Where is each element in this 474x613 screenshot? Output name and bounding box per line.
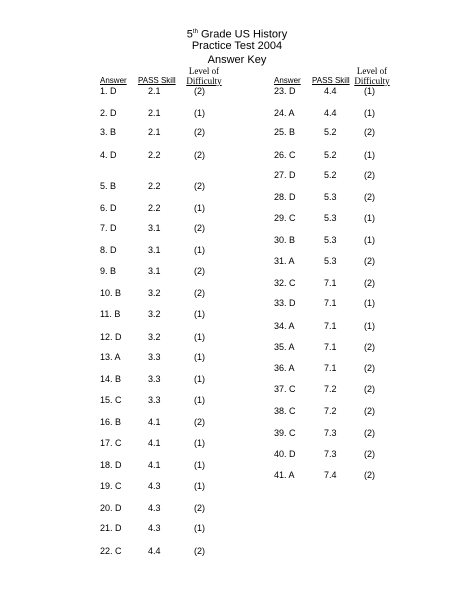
level-cell: (1) bbox=[364, 235, 375, 245]
skill-cell: 3.2 bbox=[148, 309, 161, 319]
skill-cell: 4.1 bbox=[148, 460, 161, 470]
answer-cell: 10. B bbox=[100, 288, 122, 298]
grade-number: 5 bbox=[186, 28, 193, 41]
subtitle: Practice Test 2004 bbox=[191, 40, 283, 52]
answer-cell: 8. D bbox=[100, 245, 117, 255]
skill-cell: 3.1 bbox=[148, 223, 161, 233]
skill-cell: 5.3 bbox=[324, 256, 337, 266]
answer-cell: 34. A bbox=[274, 321, 295, 331]
skill-cell: 4.4 bbox=[148, 546, 161, 556]
left-header-level-line2: Difficulty bbox=[186, 76, 222, 86]
skill-cell: 7.3 bbox=[324, 449, 337, 459]
left-header-level-line1: Level of bbox=[188, 66, 220, 76]
level-cell: (2) bbox=[194, 223, 205, 233]
answer-cell: 13. A bbox=[100, 352, 121, 362]
level-cell: (2) bbox=[194, 86, 205, 96]
answer-cell: 21. D bbox=[100, 523, 122, 533]
level-cell: (2) bbox=[194, 127, 205, 137]
heading-answer-key: Answer Key bbox=[207, 54, 267, 66]
skill-cell: 4.3 bbox=[148, 503, 161, 513]
level-cell: (2) bbox=[194, 417, 205, 427]
answer-cell: 7. D bbox=[100, 223, 117, 233]
title-line1: Grade US History bbox=[201, 28, 288, 41]
skill-cell: 7.1 bbox=[324, 278, 337, 288]
answer-cell: 39. C bbox=[274, 428, 296, 438]
level-cell: (1) bbox=[194, 245, 205, 255]
answer-cell: 23. D bbox=[274, 86, 296, 96]
answer-cell: 3. B bbox=[100, 127, 117, 137]
skill-cell: 3.3 bbox=[148, 374, 161, 384]
skill-cell: 3.1 bbox=[148, 266, 161, 276]
level-cell: (2) bbox=[364, 278, 375, 288]
skill-cell: 3.3 bbox=[148, 352, 161, 362]
skill-cell: 7.1 bbox=[324, 363, 337, 373]
answer-cell: 33. D bbox=[274, 298, 296, 308]
answer-cell: 5. B bbox=[100, 181, 117, 191]
skill-cell: 5.2 bbox=[324, 150, 337, 160]
answer-cell: 19. C bbox=[100, 481, 122, 491]
skill-cell: 3.2 bbox=[148, 332, 161, 342]
answer-cell: 36. A bbox=[274, 363, 295, 373]
answer-cell: 17. C bbox=[100, 438, 122, 448]
skill-cell: 5.2 bbox=[324, 127, 337, 137]
answer-cell: 37. C bbox=[274, 384, 296, 394]
answer-cell: 29. C bbox=[274, 213, 296, 223]
skill-cell: 7.2 bbox=[324, 384, 337, 394]
left-header-pass-skill: PASS Skill bbox=[138, 76, 176, 85]
left-header-level bbox=[186, 66, 222, 86]
answer-cell: 4. D bbox=[100, 150, 117, 160]
skill-cell: 5.2 bbox=[324, 170, 337, 180]
level-cell: (1) bbox=[364, 213, 375, 223]
right-header-level-line1: Level of bbox=[356, 66, 388, 76]
answer-cell: 22. C bbox=[100, 546, 122, 556]
right-header-answer: Answer bbox=[274, 76, 301, 85]
answer-cell: 27. D bbox=[274, 170, 296, 180]
skill-cell: 2.2 bbox=[148, 203, 161, 213]
level-cell: (1) bbox=[194, 395, 205, 405]
answer-cell: 14. B bbox=[100, 374, 122, 384]
level-cell: (2) bbox=[194, 181, 205, 191]
left-header-answer: Answer bbox=[100, 76, 127, 85]
level-cell: (1) bbox=[194, 108, 205, 118]
right-header-pass-skill: PASS Skill bbox=[312, 76, 350, 85]
skill-cell: 5.3 bbox=[324, 192, 337, 202]
answer-cell: 41. A bbox=[274, 470, 295, 480]
skill-cell: 7.1 bbox=[324, 321, 337, 331]
answer-cell: 40. D bbox=[274, 449, 296, 459]
skill-cell: 7.4 bbox=[324, 470, 337, 480]
level-cell: (1) bbox=[364, 86, 375, 96]
level-cell: (2) bbox=[364, 470, 375, 480]
skill-cell: 3.1 bbox=[148, 245, 161, 255]
level-cell: (1) bbox=[364, 298, 375, 308]
skill-cell: 5.3 bbox=[324, 213, 337, 223]
skill-cell: 4.3 bbox=[148, 523, 161, 533]
level-cell: (1) bbox=[194, 352, 205, 362]
level-cell: (1) bbox=[364, 108, 375, 118]
level-cell: (2) bbox=[194, 266, 205, 276]
answer-cell: 28. D bbox=[274, 192, 296, 202]
level-cell: (2) bbox=[364, 342, 375, 352]
skill-cell: 4.1 bbox=[148, 438, 161, 448]
answer-cell: 11. B bbox=[100, 309, 121, 319]
level-cell: (2) bbox=[364, 406, 375, 416]
level-cell: (2) bbox=[364, 384, 375, 394]
skill-cell: 2.1 bbox=[148, 127, 161, 137]
level-cell: (1) bbox=[194, 438, 205, 448]
level-cell: (2) bbox=[194, 288, 205, 298]
answer-cell: 12. D bbox=[100, 332, 122, 342]
skill-cell: 7.3 bbox=[324, 428, 337, 438]
answer-cell: 32. C bbox=[274, 278, 296, 288]
answer-cell: 2. D bbox=[100, 108, 117, 118]
level-cell: (1) bbox=[194, 332, 205, 342]
skill-cell: 7.2 bbox=[324, 406, 337, 416]
answer-cell: 18. D bbox=[100, 460, 122, 470]
skill-cell: 2.2 bbox=[148, 181, 161, 191]
grade-suffix: th bbox=[192, 29, 198, 35]
level-cell: (2) bbox=[364, 449, 375, 459]
level-cell: (2) bbox=[364, 127, 375, 137]
answer-cell: 16. B bbox=[100, 417, 122, 427]
level-cell: (1) bbox=[194, 481, 205, 491]
answer-cell: 26. C bbox=[274, 150, 296, 160]
level-cell: (1) bbox=[194, 309, 205, 319]
level-cell: (2) bbox=[364, 256, 375, 266]
level-cell: (1) bbox=[194, 203, 205, 213]
skill-cell: 4.3 bbox=[148, 481, 161, 491]
skill-cell: 4.4 bbox=[324, 86, 337, 96]
answer-cell: 6. D bbox=[100, 203, 117, 213]
level-cell: (2) bbox=[194, 503, 205, 513]
level-cell: (2) bbox=[364, 192, 375, 202]
answer-cell: 24. A bbox=[274, 108, 295, 118]
level-cell: (2) bbox=[194, 546, 205, 556]
level-cell: (1) bbox=[194, 460, 205, 470]
answer-cell: 9. B bbox=[100, 266, 117, 276]
skill-cell: 3.2 bbox=[148, 288, 161, 298]
right-header-level bbox=[354, 66, 390, 86]
skill-cell: 2.1 bbox=[148, 108, 161, 118]
answer-cell: 1. D bbox=[100, 86, 117, 96]
answer-cell: 25. B bbox=[274, 127, 296, 137]
skill-cell: 7.1 bbox=[324, 342, 337, 352]
level-cell: (1) bbox=[364, 150, 375, 160]
level-cell: (1) bbox=[194, 374, 205, 384]
skill-cell: 5.3 bbox=[324, 235, 337, 245]
answer-cell: 30. B bbox=[274, 235, 296, 245]
right-header-level-line2: Difficulty bbox=[354, 76, 390, 86]
level-cell: (2) bbox=[364, 170, 375, 180]
level-cell: (2) bbox=[364, 363, 375, 373]
skill-cell: 2.2 bbox=[148, 150, 161, 160]
skill-cell: 3.3 bbox=[148, 395, 161, 405]
answer-cell: 35. A bbox=[274, 342, 295, 352]
level-cell: (1) bbox=[194, 523, 205, 533]
skill-cell: 7.1 bbox=[324, 298, 337, 308]
level-cell: (1) bbox=[364, 321, 375, 331]
skill-cell: 4.4 bbox=[324, 108, 337, 118]
answer-cell: 31. A bbox=[274, 256, 295, 266]
answer-cell: 20. D bbox=[100, 503, 122, 513]
skill-cell: 4.1 bbox=[148, 417, 161, 427]
answer-cell: 38. C bbox=[274, 406, 296, 416]
level-cell: (2) bbox=[364, 428, 375, 438]
level-cell: (2) bbox=[194, 150, 205, 160]
skill-cell: 2.1 bbox=[148, 86, 161, 96]
answer-cell: 15. C bbox=[100, 395, 122, 405]
